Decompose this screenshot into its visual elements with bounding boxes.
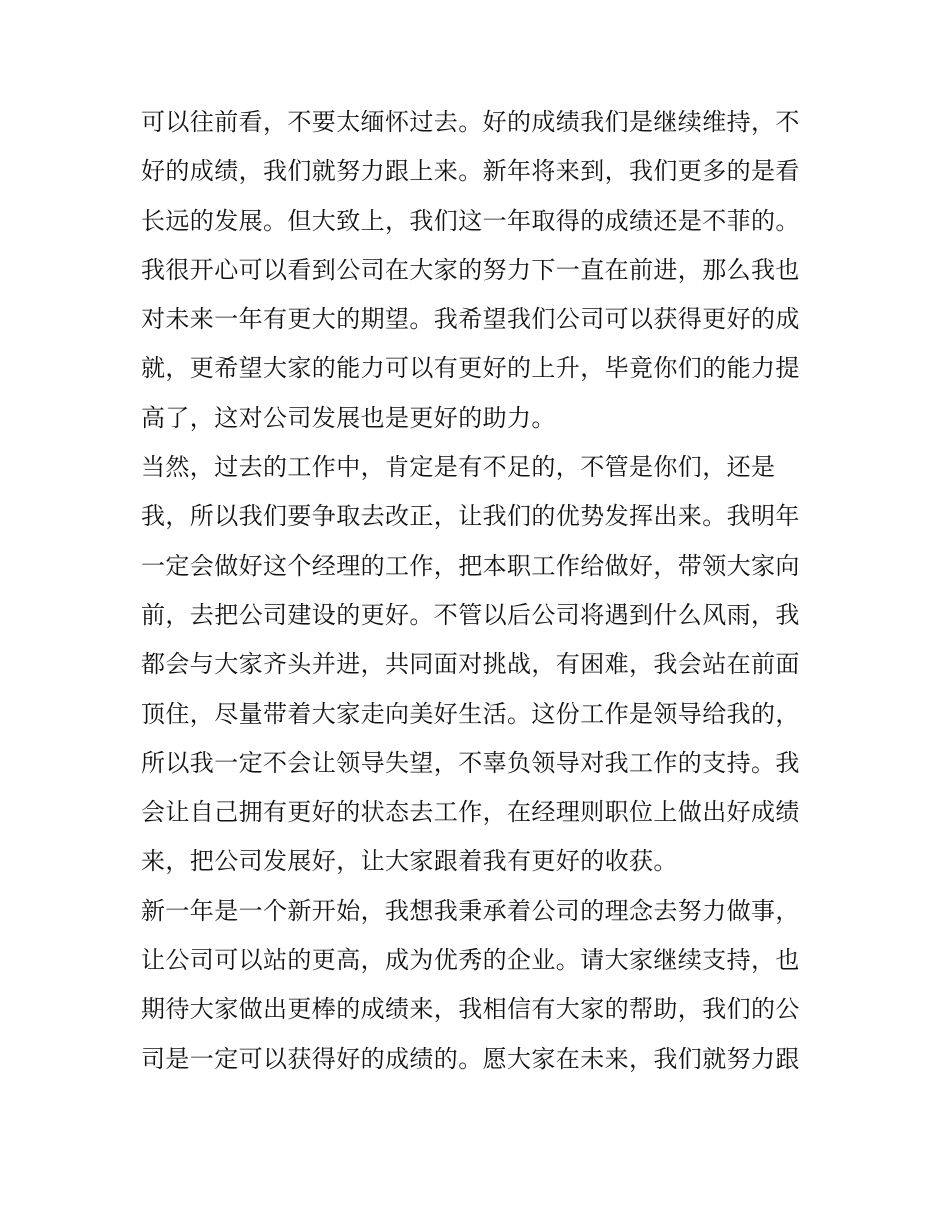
text-line: 期待大家做出更棒的成绩来，我相信有大家的帮助，我们的公 [141, 995, 800, 1024]
text-line: 来，把公司发展好，让大家跟着我有更好的收获。 [141, 847, 678, 876]
text-line: 对未来一年有更大的期望。我希望我们公司可以获得更好的成 [141, 305, 800, 334]
text-line: 司是一定可以获得好的成绩的。愿大家在未来，我们就努力跟 [141, 1044, 800, 1073]
text-line: 让公司可以站的更高，成为优秀的企业。请大家继续支持，也 [141, 946, 800, 975]
text-line: 我，所以我们要争取去改正，让我们的优势发挥出来。我明年 [141, 502, 800, 531]
text-line: 会让自己拥有更好的状态去工作，在经理则职位上做出好成绩 [141, 798, 800, 827]
text-line: 前，去把公司建设的更好。不管以后公司将遇到什么风雨，我 [141, 600, 800, 629]
body-text [141, 108, 821, 1094]
text-line: 都会与大家齐头并进，共同面对挑战，有困难，我会站在前面 [141, 650, 800, 679]
text-line: 顶住，尽量带着大家走向美好生活。这份工作是领导给我的， [141, 699, 800, 728]
text-line: 高了，这对公司发展也是更好的助力。 [141, 403, 556, 432]
text-line: 一定会做好这个经理的工作，把本职工作给做好，带领大家向 [141, 551, 800, 580]
text-line: 所以我一定不会让领导失望，不辜负领导对我工作的支持。我 [141, 748, 800, 777]
text-line: 当然，过去的工作中，肯定是有不足的，不管是你们，还是 [141, 453, 776, 482]
text-line: 就，更希望大家的能力可以有更好的上升，毕竟你们的能力提 [141, 354, 800, 383]
text-line: 我很开心可以看到公司在大家的努力下一直在前进，那么我也 [141, 255, 800, 284]
text-line: 好的成绩，我们就努力跟上来。新年将来到，我们更多的是看 [141, 157, 800, 186]
text-line: 可以往前看，不要太缅怀过去。好的成绩我们是继续维持，不 [141, 108, 800, 136]
text-line: 新一年是一个新开始，我想我秉承着公司的理念去努力做事， [141, 896, 800, 925]
text-line: 长远的发展。但大致上，我们这一年取得的成绩还是不菲的。 [141, 206, 800, 235]
